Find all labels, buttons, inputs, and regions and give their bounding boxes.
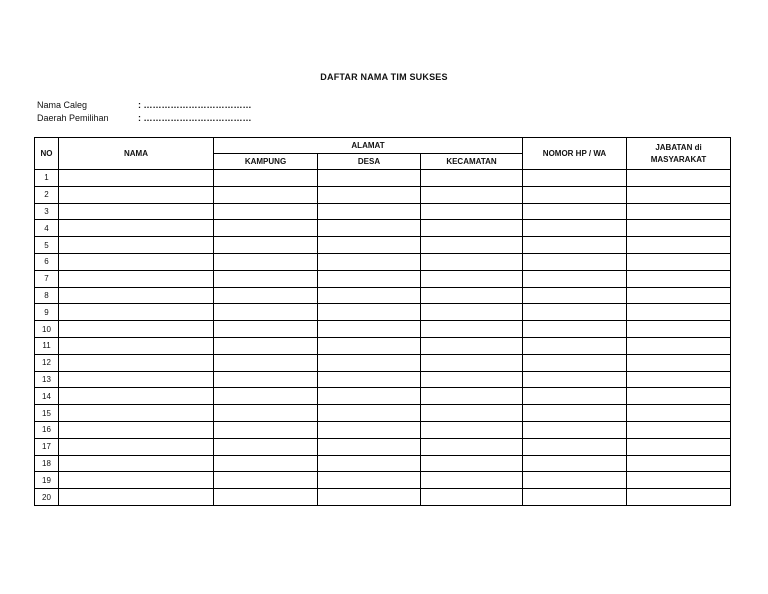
kampung-cell — [214, 472, 318, 489]
header-jabatan-line2: MASYARAKAT — [650, 154, 707, 164]
header-nomor-hp: NOMOR HP / WA — [523, 138, 627, 170]
nomor-hp-cell — [523, 237, 627, 254]
jabatan-cell — [627, 220, 731, 237]
nama-cell — [59, 337, 214, 354]
kecamatan-cell — [421, 421, 523, 438]
row-number: 4 — [35, 220, 59, 237]
jabatan-cell — [627, 455, 731, 472]
jabatan-cell — [627, 371, 731, 388]
kecamatan-cell — [421, 438, 523, 455]
nama-cell — [59, 287, 214, 304]
desa-cell — [318, 270, 421, 287]
nama-cell — [59, 237, 214, 254]
nomor-hp-cell — [523, 304, 627, 321]
jabatan-cell — [627, 270, 731, 287]
header-alamat: ALAMAT — [214, 138, 523, 154]
kampung-cell — [214, 405, 318, 422]
nama-cell — [59, 270, 214, 287]
nama-cell — [59, 220, 214, 237]
header-kecamatan: KECAMATAN — [421, 154, 523, 170]
desa-cell — [318, 186, 421, 203]
table-row — [35, 287, 731, 304]
table-row — [35, 203, 731, 220]
jabatan-cell — [627, 489, 731, 506]
jabatan-cell — [627, 421, 731, 438]
table-row — [35, 438, 731, 455]
desa-cell — [318, 237, 421, 254]
desa-cell — [318, 371, 421, 388]
desa-cell — [318, 170, 421, 187]
row-number: 5 — [35, 237, 59, 254]
desa-cell — [318, 321, 421, 338]
table-row — [35, 354, 731, 371]
row-number: 8 — [35, 287, 59, 304]
table-row — [35, 237, 731, 254]
kecamatan-cell — [421, 270, 523, 287]
tim-sukses-table — [34, 137, 731, 506]
row-number: 18 — [35, 455, 59, 472]
page-title: DAFTAR NAMA TIM SUKSES — [320, 72, 448, 82]
desa-cell — [318, 388, 421, 405]
row-number: 7 — [35, 270, 59, 287]
kampung-cell — [214, 220, 318, 237]
jabatan-cell — [627, 354, 731, 371]
kecamatan-cell — [421, 472, 523, 489]
jabatan-cell — [627, 321, 731, 338]
nama-cell — [59, 405, 214, 422]
caleg-value: : ……………………………… — [138, 100, 252, 110]
header-desa: DESA — [318, 154, 421, 170]
table-row — [35, 489, 731, 506]
form-info — [37, 99, 252, 124]
row-number: 11 — [35, 337, 59, 354]
nama-cell — [59, 304, 214, 321]
kampung-cell — [214, 489, 318, 506]
kampung-cell — [214, 337, 318, 354]
nama-cell — [59, 186, 214, 203]
nama-cell — [59, 371, 214, 388]
jabatan-cell — [627, 287, 731, 304]
daerah-row — [37, 112, 252, 125]
header-nama: NAMA — [59, 138, 214, 170]
row-number: 20 — [35, 489, 59, 506]
nomor-hp-cell — [523, 489, 627, 506]
kecamatan-cell — [421, 405, 523, 422]
desa-cell — [318, 304, 421, 321]
kampung-cell — [214, 421, 318, 438]
desa-cell — [318, 405, 421, 422]
table-row — [35, 421, 731, 438]
desa-cell — [318, 220, 421, 237]
nomor-hp-cell — [523, 170, 627, 187]
row-number: 1 — [35, 170, 59, 187]
desa-cell — [318, 455, 421, 472]
kampung-cell — [214, 253, 318, 270]
table-row — [35, 405, 731, 422]
table-row — [35, 337, 731, 354]
nama-cell — [59, 388, 214, 405]
nomor-hp-cell — [523, 438, 627, 455]
kampung-cell — [214, 438, 318, 455]
kampung-cell — [214, 170, 318, 187]
row-number: 16 — [35, 421, 59, 438]
header-kampung: KAMPUNG — [214, 154, 318, 170]
daerah-value: : ……………………………… — [138, 112, 252, 123]
row-number: 10 — [35, 321, 59, 338]
desa-cell — [318, 287, 421, 304]
nomor-hp-cell — [523, 455, 627, 472]
row-number: 13 — [35, 371, 59, 388]
jabatan-cell — [627, 438, 731, 455]
kecamatan-cell — [421, 337, 523, 354]
desa-cell — [318, 472, 421, 489]
nomor-hp-cell — [523, 405, 627, 422]
kampung-cell — [214, 270, 318, 287]
desa-cell — [318, 354, 421, 371]
nama-cell — [59, 455, 214, 472]
kecamatan-cell — [421, 253, 523, 270]
nomor-hp-cell — [523, 220, 627, 237]
kecamatan-cell — [421, 371, 523, 388]
desa-cell — [318, 421, 421, 438]
row-number: 15 — [35, 405, 59, 422]
header-jabatan-line1: JABATAN di — [655, 142, 702, 152]
nomor-hp-cell — [523, 371, 627, 388]
nama-cell — [59, 489, 214, 506]
nama-cell — [59, 354, 214, 371]
kecamatan-cell — [421, 489, 523, 506]
kampung-cell — [214, 203, 318, 220]
row-number: 2 — [35, 186, 59, 203]
kampung-cell — [214, 186, 318, 203]
jabatan-cell — [627, 203, 731, 220]
desa-cell — [318, 438, 421, 455]
kecamatan-cell — [421, 220, 523, 237]
kecamatan-cell — [421, 186, 523, 203]
table-row — [35, 170, 731, 187]
nomor-hp-cell — [523, 472, 627, 489]
table-row — [35, 371, 731, 388]
jabatan-cell — [627, 388, 731, 405]
kampung-cell — [214, 455, 318, 472]
header-no: NO — [35, 138, 59, 170]
jabatan-cell — [627, 186, 731, 203]
table-row — [35, 321, 731, 338]
nama-cell — [59, 438, 214, 455]
table-row — [35, 304, 731, 321]
kampung-cell — [214, 371, 318, 388]
nomor-hp-cell — [523, 337, 627, 354]
header-jabatan — [627, 138, 731, 170]
table-row — [35, 270, 731, 287]
kampung-cell — [214, 237, 318, 254]
nama-cell — [59, 170, 214, 187]
jabatan-cell — [627, 472, 731, 489]
nomor-hp-cell — [523, 287, 627, 304]
nomor-hp-cell — [523, 253, 627, 270]
table-row — [35, 220, 731, 237]
jabatan-cell — [627, 253, 731, 270]
nomor-hp-cell — [523, 388, 627, 405]
kecamatan-cell — [421, 304, 523, 321]
row-number: 6 — [35, 253, 59, 270]
desa-cell — [318, 489, 421, 506]
table-row — [35, 388, 731, 405]
table-row — [35, 253, 731, 270]
jabatan-cell — [627, 170, 731, 187]
nomor-hp-cell — [523, 270, 627, 287]
kampung-cell — [214, 354, 318, 371]
nama-cell — [59, 472, 214, 489]
kecamatan-cell — [421, 203, 523, 220]
row-number: 9 — [35, 304, 59, 321]
nama-cell — [59, 253, 214, 270]
nama-cell — [59, 321, 214, 338]
kecamatan-cell — [421, 170, 523, 187]
table-row — [35, 455, 731, 472]
kampung-cell — [214, 388, 318, 405]
table-row — [35, 472, 731, 489]
kecamatan-cell — [421, 237, 523, 254]
jabatan-cell — [627, 237, 731, 254]
kecamatan-cell — [421, 287, 523, 304]
kampung-cell — [214, 287, 318, 304]
kampung-cell — [214, 304, 318, 321]
nomor-hp-cell — [523, 354, 627, 371]
kecamatan-cell — [421, 354, 523, 371]
nomor-hp-cell — [523, 186, 627, 203]
kecamatan-cell — [421, 388, 523, 405]
daerah-label: Daerah Pemilihan — [37, 112, 109, 123]
desa-cell — [318, 337, 421, 354]
nomor-hp-cell — [523, 203, 627, 220]
nomor-hp-cell — [523, 421, 627, 438]
kecamatan-cell — [421, 455, 523, 472]
row-number: 3 — [35, 203, 59, 220]
jabatan-cell — [627, 405, 731, 422]
caleg-label: Nama Caleg — [37, 100, 88, 110]
table-row — [35, 186, 731, 203]
row-number: 17 — [35, 438, 59, 455]
desa-cell — [318, 203, 421, 220]
nama-cell — [59, 421, 214, 438]
row-number: 19 — [35, 472, 59, 489]
row-number: 14 — [35, 388, 59, 405]
row-number: 12 — [35, 354, 59, 371]
kampung-cell — [214, 321, 318, 338]
kecamatan-cell — [421, 321, 523, 338]
jabatan-cell — [627, 337, 731, 354]
nomor-hp-cell — [523, 321, 627, 338]
nama-cell — [59, 203, 214, 220]
caleg-row — [37, 99, 252, 112]
jabatan-cell — [627, 304, 731, 321]
desa-cell — [318, 253, 421, 270]
